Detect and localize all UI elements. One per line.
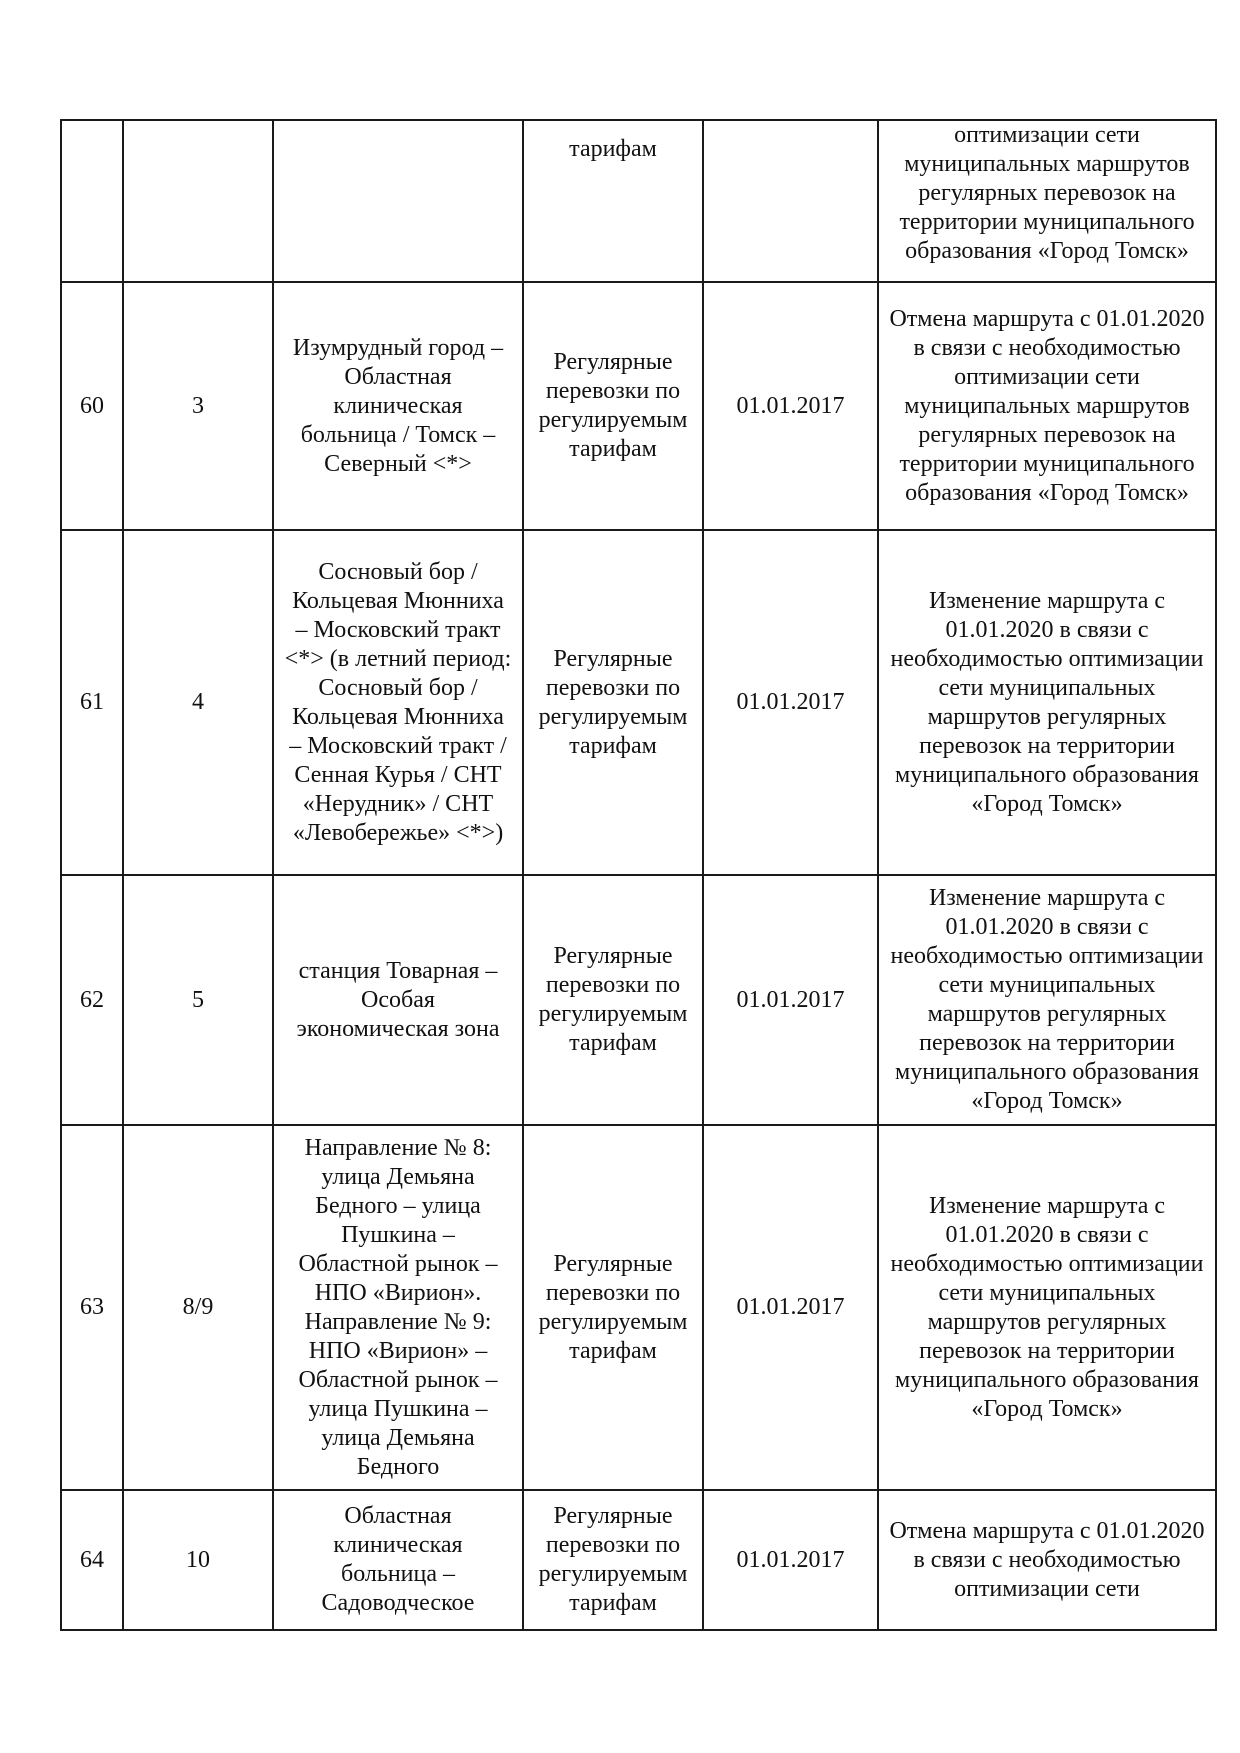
- cell-date: 01.01.2017: [703, 1490, 878, 1630]
- cell-date: 01.01.2017: [703, 530, 878, 875]
- cell-description: Изменение маршрута с 01.01.2020 в связи с необходимостью оптимизации сети муниципальных маршрутов регулярных перевозок на территории муниципального образования «Город Томск»: [878, 875, 1216, 1125]
- table-row: [61, 875, 1216, 1125]
- cell-num: 62: [61, 875, 123, 1125]
- cell-route-name: Изумрудный город – Областная клиническая больница / Томск – Северный <*>: [273, 282, 523, 530]
- routes-table: [60, 119, 1217, 1631]
- cell-description-tail: оптимизации сети муниципальных маршрутов регулярных перевозок на территории муниципального образования «Город Томск»: [878, 120, 1216, 282]
- cell-type: Регулярные перевозки по регулируемым тарифам: [523, 1125, 703, 1490]
- cell-num: 64: [61, 1490, 123, 1630]
- cell-route-name: станция Товарная – Особая экономическая зона: [273, 875, 523, 1125]
- cell-num: 63: [61, 1125, 123, 1490]
- cell-route-no: 10: [123, 1490, 273, 1630]
- table-row: [61, 1125, 1216, 1490]
- cell-date: 01.01.2017: [703, 1125, 878, 1490]
- cell-type: Регулярные перевозки по регулируемым тарифам: [523, 282, 703, 530]
- cell-type: Регулярные перевозки по регулируемым тарифам: [523, 1490, 703, 1630]
- cell-date-empty: [703, 120, 878, 282]
- table-row: [61, 1490, 1216, 1630]
- table-row: [61, 282, 1216, 530]
- cell-description: Изменение маршрута с 01.01.2020 в связи с необходимостью оптимизации сети муниципальных маршрутов регулярных перевозок на территории муниципального образования «Город Томск»: [878, 1125, 1216, 1490]
- cell-description: Отмена маршрута с 01.01.2020 в связи с необходимостью оптимизации сети: [878, 1490, 1216, 1630]
- cell-route-no-empty: [123, 120, 273, 282]
- cell-date: 01.01.2017: [703, 282, 878, 530]
- cell-description: Изменение маршрута с 01.01.2020 в связи с необходимостью оптимизации сети муниципальных маршрутов регулярных перевозок на территории муниципального образования «Город Томск»: [878, 530, 1216, 875]
- cell-num: 60: [61, 282, 123, 530]
- cell-route-name: Направление № 8: улица Демьяна Бедного – улица Пушкина – Областной рынок – НПО «Вирион». Направление № 9: НПО «Вирион» – Областной рынок – улица Пушкина – улица Демьяна Бедного: [273, 1125, 523, 1490]
- cell-type: Регулярные перевозки по регулируемым тарифам: [523, 875, 703, 1125]
- table-row-continuation: [61, 120, 1216, 282]
- cell-route-name-empty: [273, 120, 523, 282]
- cell-num: 61: [61, 530, 123, 875]
- cell-date: 01.01.2017: [703, 875, 878, 1125]
- cell-route-name: Сосновый бор / Кольцевая Мюнниха – Московский тракт <*> (в летний период: Сосновый бор / Кольцевая Мюнниха – Московский тракт / Сенная Курья / СНТ «Нерудник» / СНТ «Левобережье» <*>): [273, 530, 523, 875]
- cell-route-name: Областная клиническая больница – Садоводческое: [273, 1490, 523, 1630]
- cell-num-empty: [61, 120, 123, 282]
- cell-description: Отмена маршрута с 01.01.2020 в связи с необходимостью оптимизации сети муниципальных маршрутов регулярных перевозок на территории муниципального образования «Город Томск»: [878, 282, 1216, 530]
- cell-route-no: 3: [123, 282, 273, 530]
- cell-type-tail: тарифам: [523, 120, 703, 282]
- cell-route-no: 8/9: [123, 1125, 273, 1490]
- cell-route-no: 5: [123, 875, 273, 1125]
- cell-route-no: 4: [123, 530, 273, 875]
- cell-type: Регулярные перевозки по регулируемым тарифам: [523, 530, 703, 875]
- table-row: [61, 530, 1216, 875]
